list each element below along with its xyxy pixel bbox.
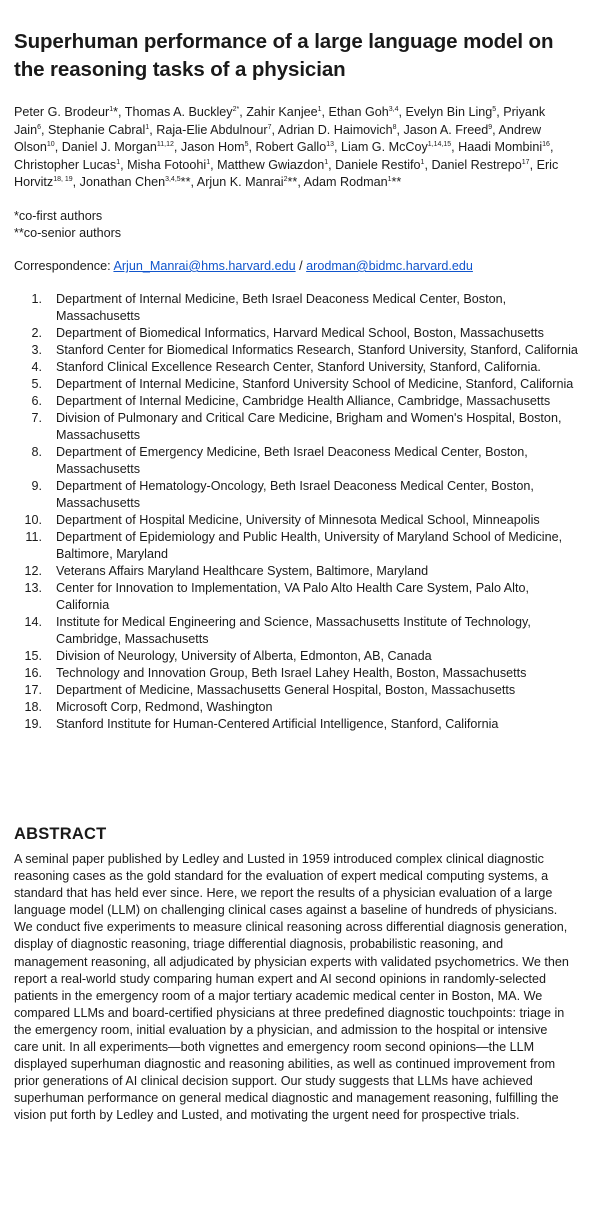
affiliation-item (14, 648, 578, 665)
email-link-rodman[interactable]: arodman@bidmc.harvard.edu (306, 258, 473, 273)
author-name: Daniel J. Morgan (61, 140, 157, 155)
author (404, 123, 493, 137)
affiliation-text: Microsoft Corp, Redmond, Washington (56, 699, 273, 714)
affiliation-item (14, 614, 578, 648)
affiliation-text: Department of Medicine, Massachusetts General Hospital, Boston, Massachusetts (56, 682, 516, 697)
author-affiliation-sup: 11,12 (156, 141, 174, 149)
affiliation-number: 19. (24, 716, 42, 731)
author-name: Eric Horvitz (14, 157, 559, 190)
affiliation-number: 7. (31, 410, 42, 425)
author-name: Zahir Kanjee (246, 105, 318, 119)
affiliation-text: Department of Hematology-Oncology, Beth Israel Deaconess Medical Center, Boston, Massachusetts (56, 478, 534, 510)
author-affiliation-sup: 1 (109, 106, 114, 113)
author-name: Matthew Gwiazdon (217, 157, 325, 172)
author (125, 105, 239, 119)
affiliation-item (14, 291, 578, 325)
author (127, 158, 210, 172)
affiliation-item (14, 478, 578, 512)
author (181, 140, 249, 154)
author (329, 105, 399, 119)
author-name: Adam Rodman (303, 175, 388, 190)
affiliation-number: 18. (24, 699, 42, 714)
author-affiliation-sup: 2 (283, 176, 288, 184)
paper-page (0, 28, 592, 1124)
author (278, 123, 397, 137)
author-name: Jason A. Freed (403, 122, 489, 137)
affiliation-item (14, 512, 578, 529)
author-mark: ** (287, 175, 298, 190)
author-affiliation-sup: 1 (420, 158, 425, 166)
author-affiliation-sup: 1 (145, 123, 150, 131)
correspondence-label: Correspondence: (14, 258, 111, 273)
affiliation-number: 2. (31, 325, 42, 340)
affiliation-number: 15. (24, 648, 42, 663)
author-affiliation-sup: 3,4 (388, 106, 399, 113)
affiliation-number: 6. (31, 393, 42, 408)
affiliation-number: 9. (31, 478, 42, 493)
author (14, 158, 120, 172)
email-separator: / (299, 258, 303, 273)
affiliation-text: Institute for Medical Engineering and Science, Massachusetts Institute of Technology, Cambridge, Massachusetts (56, 614, 531, 646)
affiliation-number: 3. (31, 342, 42, 357)
affiliation-number: 4. (31, 359, 42, 374)
author-affiliation-sup: 2* (232, 106, 240, 113)
affiliation-number: 1. (31, 291, 42, 306)
affiliation-number: 11. (25, 529, 42, 544)
affiliation-item (14, 325, 578, 342)
affiliation-item (14, 716, 578, 733)
author-affiliation-sup: 6 (37, 123, 42, 131)
author-mark: ** (180, 175, 191, 190)
affiliation-text: Division of Neurology, University of Alberta, Edmonton, AB, Canada (56, 648, 432, 663)
affiliation-item (14, 444, 578, 478)
affiliation-number: 13. (24, 580, 42, 595)
affiliation-number: 12. (24, 563, 42, 578)
author (62, 140, 174, 154)
author (156, 123, 271, 137)
correspondence (14, 258, 578, 275)
affiliation-number: 16. (24, 665, 42, 680)
author-mark: * (113, 105, 119, 119)
author (256, 140, 335, 154)
author (335, 158, 424, 172)
author-affiliation-sup: 1 (116, 158, 121, 166)
affiliation-list (14, 291, 578, 733)
author-affiliation-sup: 17 (521, 158, 530, 166)
author (341, 140, 451, 154)
affiliation-text: Department of Biomedical Informatics, Harvard Medical School, Boston, Massachusetts (56, 325, 544, 340)
author-name: Arjun K. Manrai (196, 175, 284, 190)
author-affiliation-sup: 18, 19 (53, 176, 73, 184)
author-name: Andrew Olson (14, 122, 542, 155)
author-name: Robert Gallo (255, 140, 327, 155)
affiliation-item (14, 665, 578, 682)
affiliation-text: Department of Hospital Medicine, University of Minnesota Medical School, Minneapolis (56, 512, 540, 527)
author (246, 105, 321, 119)
author (80, 175, 191, 189)
author-name: Raja-Elie Abdulnour (156, 122, 268, 137)
affiliation-item (14, 580, 578, 614)
affiliation-item (14, 410, 578, 444)
author-name: Adrian D. Haimovich (277, 122, 393, 137)
author-name: Daniel Restrepo (431, 157, 522, 172)
author-affiliation-sup: 9 (488, 123, 493, 131)
affiliation-item (14, 529, 578, 563)
co-first-note: *co-first authors (14, 208, 103, 223)
affiliation-item (14, 393, 578, 410)
affiliation-text: Veterans Affairs Maryland Healthcare System, Baltimore, Maryland (56, 563, 429, 578)
affiliation-text: Division of Pulmonary and Critical Care Medicine, Brigham and Women's Hospital, Boston, Massachusetts (56, 410, 562, 442)
author-name: Daniele Restifo (335, 157, 421, 172)
co-senior-note: **co-senior authors (14, 225, 122, 240)
author-name: Jason Hom (180, 140, 245, 155)
author (431, 158, 529, 172)
affiliation-text: Stanford Institute for Human-Centered Artificial Intelligence, Stanford, California (56, 716, 499, 731)
author-affiliation-sup: 1 (317, 106, 322, 113)
author-affiliation-sup: 5 (244, 141, 249, 149)
author-mark: ** (391, 175, 402, 190)
affiliation-text: Department of Internal Medicine, Cambridge Health Alliance, Cambridge, Massachusetts (56, 393, 551, 408)
author (304, 175, 402, 189)
affiliation-number: 17. (24, 682, 42, 697)
author-affiliation-sup: 8 (392, 123, 397, 131)
author-name: Evelyn Bin Ling (405, 105, 493, 119)
abstract-body: A seminal paper published by Ledley and Lusted in 1959 introduced complex clinical diagnostic reasoning cases as the gold standard for the evaluation of expert medical computing systems, a standard that has held ever since. Here, we report the results of a physician evaluation of a large language model (LLM) on challenging clinical cases against a baseline of hundreds of physicians. We conduct five experiments to measure clinical reasoning across differential diagnosis generation, display of diagnostic reasoning, triage differential diagnosis, probabilistic reasoning, and management reasoning, all adjudicated by physician experts with validated psychometrics. We then report a real-world study comparing human expert and AI second opinions in randomly-selected patients in the emergency room of a major tertiary academic medical center in Boston, MA. We compared LLMs and board-certified physicians at three predefined diagnostic touchpoints: triage in the emergency room, initial evaluation by a physician, and admission to the hospital or intensive care unit. In all experiments—both vignettes and emergency room second opinions—the LLM displayed superhuman diagnostic and reasoning abilities, as well as continued improvement from prior generations of AI clinical decision support. Our study suggests that LLMs have achieved superhuman performance on general medical diagnostic and management reasoning, fulfilling the vision put forth by Ledley and Lusted, and motivating the urgent need for prospective trials. (14, 851, 569, 1123)
author-name: Jonathan Chen (79, 175, 166, 190)
author-affiliation-sup: 7 (267, 123, 272, 131)
affiliation-number: 5. (31, 376, 42, 391)
author-name: Priyank Jain (14, 105, 546, 137)
affiliation-text: Department of Internal Medicine, Beth Israel Deaconess Medical Center, Boston, Massachusetts (56, 291, 507, 323)
author-notes (14, 208, 578, 242)
author-affiliation-sup: 13 (326, 141, 335, 149)
paper-title: Superhuman performance of a large language model on the reasoning tasks of a physician (14, 30, 554, 81)
author (48, 123, 149, 137)
author-name: Christopher Lucas (14, 157, 117, 172)
affiliation-item (14, 376, 578, 393)
affiliation-number: 10. (24, 512, 42, 527)
author (217, 158, 328, 172)
affiliation-item (14, 342, 578, 359)
author-affiliation-sup: 1,14,15 (427, 141, 452, 149)
author-name: Ethan Goh (328, 105, 389, 119)
abstract-heading: ABSTRACT (14, 824, 107, 843)
author-name: Haadi Mombini (458, 140, 543, 155)
author (405, 105, 496, 119)
affiliation-number: 14. (24, 614, 42, 629)
author-affiliation-sup: 16 (542, 141, 550, 149)
author (14, 105, 118, 119)
affiliation-number: 8. (31, 444, 42, 459)
author-list: Peter G. Brodeur$^1$*, Thomas A. Buckley$^{2*}$, Zahir Kanjee$^1$, Ethan Goh$^{3,4}$, Evelyn Bin Ling$^5$, Priyank Jain$^6$, Stephanie Cabral$^1$, Raja-Elie Abdulnour$^7$, Adrian D. Haimovich$^8$, Jason A. Freed$^9$, Andrew Olson$^{10}$, Daniel J. Morgan$^{11,12}$, Jason Hom$^5$, Robert Gallo$^{13}$, Liam G. McCoy$^{1,14,15}$, Haadi Mombini$^{16}$, Christopher Lucas$^1$, Misha Fotoohi$^1$, Matthew Gwiazdon$^1$, Daniele Restifo$^1$, Daniel Restrepo$^{17}$, Eric Horvitz$^{18, 19}$, Jonathan Chen$^{3,4,5}$**, Arjun K. Manrai$^2$**, Adam Rodman$^1$** (14, 105, 559, 190)
author-affiliation-sup: 1 (324, 158, 329, 166)
author (197, 175, 298, 189)
affiliation-text: Stanford Clinical Excellence Research Center, Stanford University, Stanford, California. (56, 359, 541, 374)
email-link-manrai[interactable]: Arjun_Manrai@hms.harvard.edu (113, 258, 296, 273)
affiliation-item (14, 359, 578, 376)
author-name: Liam G. McCoy (341, 140, 428, 155)
author-affiliation-sup: 5 (492, 106, 497, 113)
affiliation-text: Technology and Innovation Group, Beth Israel Lahey Health, Boston, Massachusetts (56, 665, 527, 680)
affiliation-text: Center for Innovation to Implementation, VA Palo Alto Health Care System, Palo Alto, California (56, 580, 529, 612)
author-name: Misha Fotoohi (127, 157, 207, 172)
author-affiliation-sup: 1 (387, 176, 392, 184)
affiliation-item (14, 682, 578, 699)
author-affiliation-sup: 3,4,5 (165, 176, 181, 184)
author-name: Peter G. Brodeur (14, 105, 110, 119)
affiliation-text: Department of Internal Medicine, Stanford University School of Medicine, Stanford, California (56, 376, 574, 391)
affiliation-item (14, 699, 578, 716)
affiliation-item (14, 563, 578, 580)
affiliation-text: Stanford Center for Biomedical Informatics Research, Stanford University, Stanford, California (56, 342, 578, 357)
author-name: Stephanie Cabral (48, 122, 146, 137)
author-affiliation-sup: 10 (46, 141, 55, 149)
affiliation-text: Department of Epidemiology and Public Health, University of Maryland School of Medicine, Baltimore, Maryland (56, 529, 563, 561)
author-name: Thomas A. Buckley (124, 105, 233, 119)
author-affiliation-sup: 1 (206, 158, 211, 166)
author (458, 140, 550, 154)
affiliation-text: Department of Emergency Medicine, Beth Israel Deaconess Medical Center, Boston, Massachusetts (56, 444, 528, 476)
